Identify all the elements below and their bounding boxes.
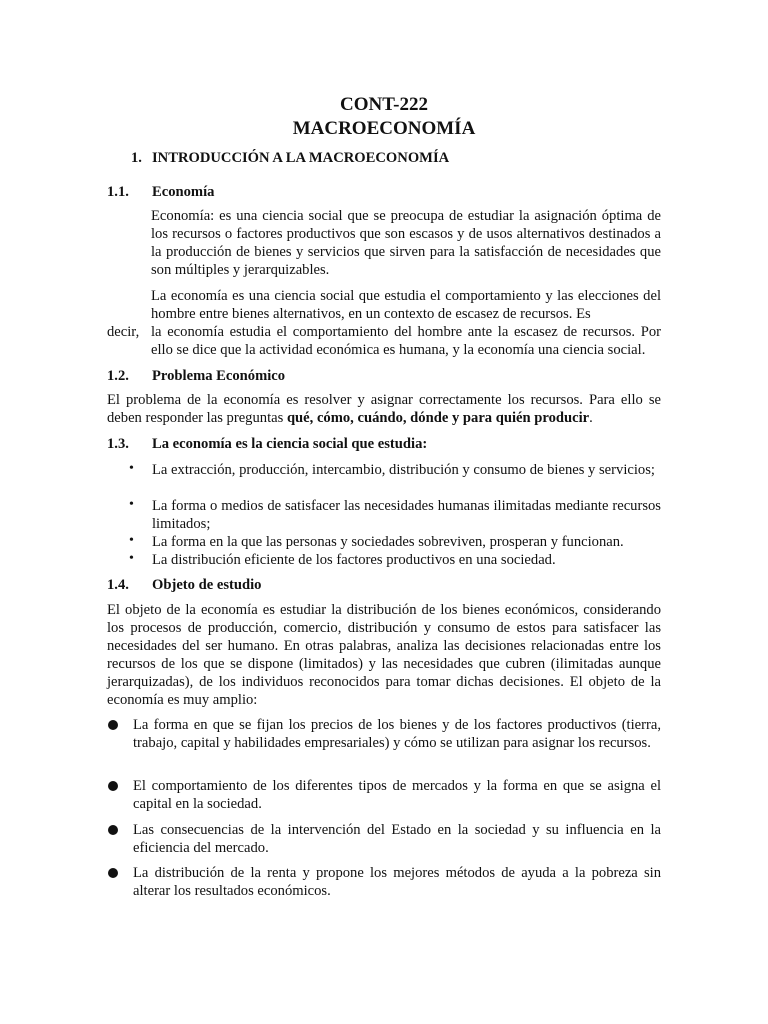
bullet-icon: •	[129, 497, 134, 512]
section-number: 1.2.	[107, 368, 129, 384]
paragraph-economia-definition: Economía: es una ciencia social que se preocupa de estudiar la asignación óptima de los recursos o factores productivos que son escasos y de usos alternativos destinados a la producción de bienes y servicios que sirven para la satisfacción de necesidades que son múltiples y jerarquizables.	[151, 208, 661, 278]
bullet-icon	[108, 825, 118, 835]
list-item: La distribución eficiente de los factores productivos en una sociedad.	[152, 552, 556, 568]
section-number: 1.3.	[107, 436, 129, 452]
section-number: 1.4.	[107, 577, 129, 593]
section-title: Problema Económico	[152, 368, 286, 384]
section-title: Economía	[152, 184, 215, 200]
problem-questions: qué, cómo, cuándo, dónde y para quién producir	[286, 410, 590, 426]
list-item: La forma en que se fijan los precios de los bienes y de los factores productivos (tierra, trabajo, capital y habilidades empresariales) y cómo se utilizan para asignar los recursos.	[133, 717, 661, 751]
chapter-title: INTRODUCCIÓN A LA MACROECONOMÍA	[152, 150, 450, 166]
section-title: Objeto de estudio	[152, 577, 262, 593]
bullet-icon: •	[129, 533, 134, 548]
section-number: 1.1.	[107, 184, 129, 200]
problem-period: .	[589, 410, 593, 426]
list-item: La forma en la que las personas y sociedades sobreviven, prosperan y funcionan.	[152, 534, 624, 550]
section-title: La economía es la ciencia social que estudia:	[152, 436, 428, 452]
list-item: El comportamiento de los diferentes tipos de mercados y la forma en que se asigna el capital en la sociedad.	[133, 778, 661, 812]
bullet-icon	[108, 868, 118, 878]
paragraph-economic-problem	[107, 391, 661, 427]
list-item: Las consecuencias de la intervención del Estado en la sociedad y su influencia en la eficiencia del mercado.	[133, 822, 661, 856]
course-name: MACROECONOMÍA	[292, 118, 476, 139]
list-item: La extracción, producción, intercambio, distribución y consumo de bienes y servicios;	[152, 462, 655, 478]
paragraph-economia-elections: La economía es una ciencia social que estudia el comportamiento y las elecciones del hombre entre bienes alternativos, en un contexto de escasez de recursos. Es	[151, 288, 661, 322]
bullet-icon: •	[129, 551, 134, 566]
bullet-icon	[108, 781, 118, 791]
list-item: La distribución de la renta y propone los mejores métodos de ayuda a la pobreza sin alterar los resultados económicos.	[133, 865, 661, 899]
list-item: La forma o medios de satisfacer las necesidades humanas ilimitadas mediante recursos limitados;	[152, 498, 661, 532]
course-code: CONT-222	[340, 94, 428, 115]
paragraph-economia-scarcity: la economía estudia el comportamiento del hombre ante la escasez de recursos. Por ello se dice que la actividad económica es humana, y la economía una ciencia social.	[151, 324, 661, 358]
problem-text: El problema de la economía es resolver y asignar correctamente los recursos. Para ello se deben responder las preguntas	[107, 392, 661, 426]
chapter-number: 1.	[131, 150, 142, 166]
bullet-icon	[108, 720, 118, 730]
paragraph-object-of-study: El objeto de la economía es estudiar la distribución de los bienes económicos, considerando los procesos de producción, comercio, distribución y consumo de estos para satisfacer las necesidades del ser humano. En otras palabras, analiza las decisiones relacionadas entre los recursos de los que se dispone (limitados) y las necesidades que cubren (ilimitadas aunque jerarquizadas), de los individuos reconocidos para tomar dichas decisiones. El objeto de la economía es muy amplio:	[107, 602, 661, 708]
bullet-icon: •	[129, 461, 134, 476]
paragraph-lead-word: decir,	[107, 324, 140, 340]
